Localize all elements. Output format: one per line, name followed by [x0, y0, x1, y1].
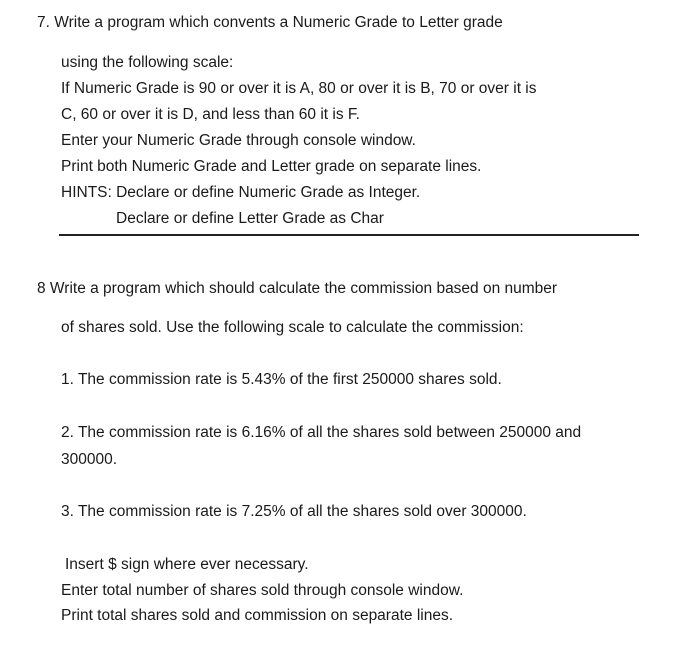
- q7-line-scale-a-b: If Numeric Grade is 90 or over it is A, 80 or over it is B, 70 or over it is: [61, 80, 537, 97]
- q7-line-scale-c-d-f: C, 60 or over it is D, and less than 60 it is F.: [61, 106, 360, 123]
- q7-heading: 7. Write a program which convents a Numeric Grade to Letter grade: [37, 14, 503, 31]
- q7-line-scale: using the following scale:: [61, 54, 234, 71]
- q7-line-hint-1: HINTS: Declare or define Numeric Grade as Integer.: [61, 184, 421, 201]
- q8-rule-3: 3. The commission rate is 7.25% of all the shares sold over 300000.: [61, 503, 527, 520]
- q7-line-hint-2: Declare or define Letter Grade as Char: [116, 210, 384, 227]
- q8-note-enter: Enter total number of shares sold through console window.: [61, 582, 464, 599]
- q8-heading: 8 Write a program which should calculate the commission based on number: [37, 280, 558, 297]
- q8-intro: of shares sold. Use the following scale to calculate the commission:: [61, 319, 524, 336]
- q7-line-print: Print both Numeric Grade and Letter grade on separate lines.: [61, 158, 482, 175]
- section-divider: [59, 234, 639, 236]
- q7-line-enter: Enter your Numeric Grade through console window.: [61, 132, 416, 149]
- q8-rule-1: 1. The commission rate is 5.43% of the first 250000 shares sold.: [61, 371, 502, 388]
- q8-note-dollar: Insert $ sign where ever necessary.: [65, 556, 309, 573]
- q8-rule-2-line-2: 300000.: [61, 451, 118, 468]
- q8-rule-2-line-1: 2. The commission rate is 6.16% of all the shares sold between 250000 and: [61, 424, 582, 441]
- q8-note-print: Print total shares sold and commission on separate lines.: [61, 607, 454, 624]
